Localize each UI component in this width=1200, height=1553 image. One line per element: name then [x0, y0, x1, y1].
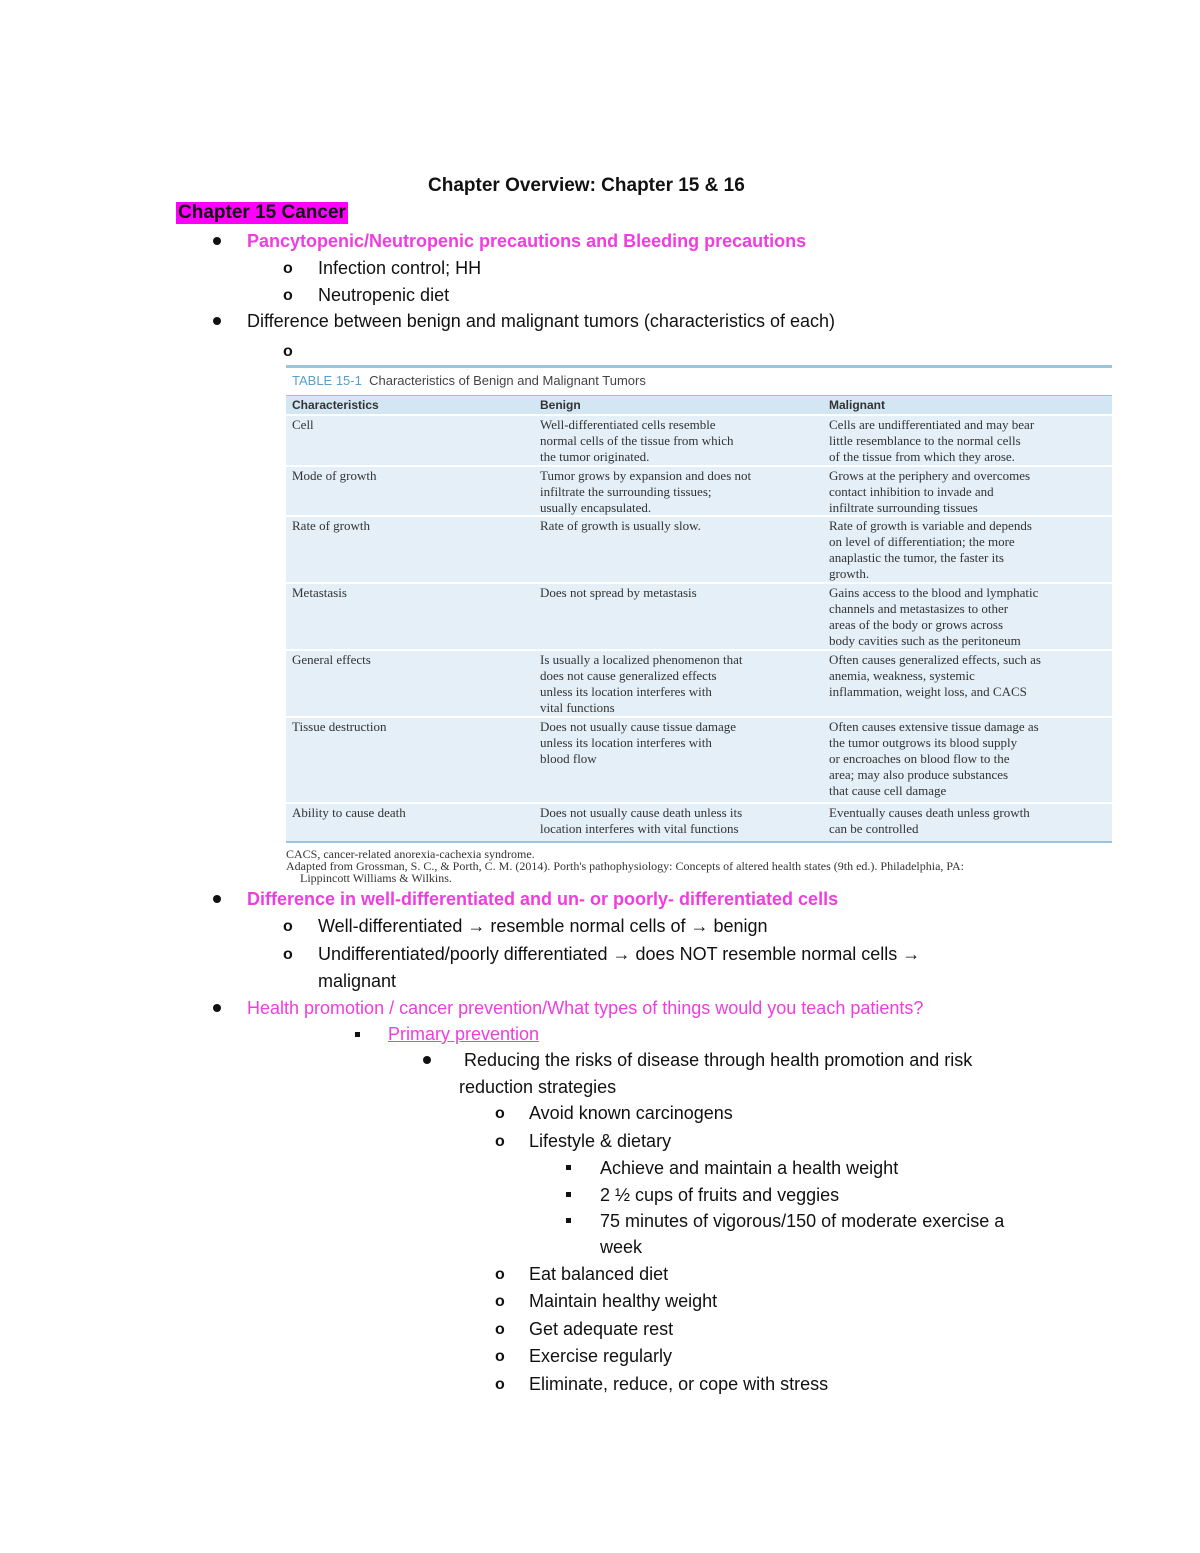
cell-characteristic: Ability to cause death — [292, 805, 406, 820]
sub-bullet-icon: o — [495, 1293, 505, 1310]
list-item: 2 ½ cups of fruits and veggies — [600, 1185, 840, 1205]
table-row — [286, 649, 1112, 716]
square-bullet-icon — [566, 1192, 571, 1197]
list-item: Neutropenic diet — [318, 285, 450, 305]
list-item: Reducing the risks of disease through health promotion and risk — [464, 1050, 973, 1070]
bullet-differentiation: Difference in well-differentiated and un- or poorly- differentiated cells — [247, 889, 839, 909]
list-item: Maintain healthy weight — [529, 1291, 718, 1311]
square-bullet-icon — [355, 1032, 360, 1037]
table-row — [286, 802, 1112, 843]
cell-benign: Is usually a localized phenomenon that does not cause generalized effects unless its location interferes with vital functions — [540, 652, 743, 715]
list-item: Infection control; HH — [318, 258, 482, 278]
table-caption — [292, 373, 646, 388]
table-top-rule — [286, 365, 1112, 368]
page-title: Chapter Overview: Chapter 15 & 16 — [428, 175, 745, 196]
table-header-row — [286, 395, 1112, 415]
cell-malignant: Grows at the periphery and overcomes contact inhibition to invade and infiltrate surrounding tissues — [829, 468, 1031, 515]
bullet-health-promotion: Health promotion / cancer prevention/What types of things would you teach patients? — [247, 998, 924, 1018]
primary-prevention-link[interactable]: Primary prevention — [388, 1024, 540, 1044]
sub-bullet-icon: o — [283, 260, 293, 277]
table-row — [286, 582, 1112, 649]
list-item: Undifferentiated/poorly differentiated → does NOT resemble normal cells → — [318, 944, 921, 964]
cell-benign: Tumor grows by expansion and does not infiltrate the surrounding tissues; usually encapsulated. — [540, 468, 752, 515]
header-benign: Benign — [540, 398, 581, 412]
table-number: TABLE 15-1 — [292, 373, 362, 388]
footnote-publisher: Lippincott Williams & Wilkins. — [300, 871, 452, 885]
square-bullet-icon — [566, 1218, 571, 1223]
cell-benign: Rate of growth is usually slow. — [540, 518, 701, 533]
footnote-source: Adapted from Grossman, S. C., & Porth, C. M. (2014). Porth's pathophysiology: Concepts of altered health states (9th ed.). Philadelphia, PA: — [286, 859, 964, 873]
sub-bullet-icon: o — [283, 287, 293, 304]
bullet-icon — [213, 237, 221, 245]
sub-bullet-icon: o — [283, 946, 293, 963]
cell-benign: Does not usually cause tissue damage unless its location interferes with blood flow — [540, 719, 737, 766]
table-bottom-rule — [286, 841, 1112, 843]
bullet-precautions: Pancytopenic/Neutropenic precautions and Bleeding precautions — [247, 231, 807, 251]
list-item: Get adequate rest — [529, 1319, 674, 1339]
list-item: Achieve and maintain a health weight — [600, 1158, 899, 1178]
cell-characteristic: Metastasis — [292, 585, 347, 600]
cell-characteristic: Mode of growth — [292, 468, 377, 483]
table-row — [286, 515, 1112, 582]
cell-malignant: Cells are undifferentiated and may bear little resemblance to the normal cells of the tissue from which they arose. — [829, 417, 1035, 464]
list-item: Avoid known carcinogens — [529, 1103, 733, 1123]
bullet-icon — [213, 317, 221, 325]
sub-bullet-icon: o — [495, 1105, 505, 1122]
table-row — [286, 716, 1112, 802]
header-characteristics: Characteristics — [292, 398, 379, 412]
bullet-icon — [423, 1056, 431, 1064]
list-item-continuation: week — [600, 1237, 643, 1257]
table-row — [286, 414, 1112, 465]
cell-malignant: Gains access to the blood and lymphatic channels and metastasizes to other areas of the body or grows across body cavities such as the peritoneum — [829, 585, 1039, 648]
cell-malignant: Often causes generalized effects, such as anemia, weakness, systemic inflammation, weight loss, and CACS — [829, 652, 1041, 699]
cell-characteristic: Cell — [292, 417, 314, 432]
table-row — [286, 465, 1112, 515]
sub-bullet-icon: o — [495, 1348, 505, 1365]
cell-benign: Does not usually cause death unless its location interferes with vital functions — [540, 805, 743, 836]
bullet-icon — [213, 895, 221, 903]
list-item: Eliminate, reduce, or cope with stress — [529, 1374, 829, 1394]
sub-bullet-icon: o — [495, 1133, 505, 1150]
cell-characteristic: Tissue destruction — [292, 719, 387, 734]
cell-characteristic: General effects — [292, 652, 371, 667]
table-title: Characteristics of Benign and Malignant Tumors — [369, 373, 646, 388]
footnote-abbrev: CACS, cancer-related anorexia-cachexia syndrome. — [286, 847, 535, 861]
header-malignant: Malignant — [829, 398, 885, 412]
bullet-benign-malignant: Difference between benign and malignant tumors (characteristics of each) — [247, 311, 835, 331]
list-item: 75 minutes of vigorous/150 of moderate exercise a — [600, 1211, 1005, 1231]
tumor-characteristics-table — [286, 365, 1112, 845]
cell-malignant: Eventually causes death unless growth can be controlled — [829, 805, 1030, 836]
cell-benign: Well-differentiated cells resemble normal cells of the tissue from which the tumor originated. — [540, 417, 734, 464]
list-item: Exercise regularly — [529, 1346, 673, 1366]
square-bullet-icon — [566, 1165, 571, 1170]
cell-malignant: Often causes extensive tissue damage as the tumor outgrows its blood supply or encroaches on blood flow to the area; may also produce substances that cause cell damage — [829, 719, 1039, 798]
cell-characteristic: Rate of growth — [292, 518, 370, 533]
list-item-continuation: malignant — [318, 971, 397, 991]
sub-bullet-icon: o — [283, 343, 293, 360]
sub-bullet-icon: o — [495, 1376, 505, 1393]
cell-benign: Does not spread by metastasis — [540, 585, 697, 600]
chapter-heading: Chapter 15 Cancer — [178, 202, 346, 223]
list-item: Eat balanced diet — [529, 1264, 669, 1284]
list-item-continuation: reduction strategies — [459, 1077, 617, 1097]
bullet-icon — [213, 1004, 221, 1012]
list-item: Lifestyle & dietary — [529, 1131, 672, 1151]
sub-bullet-icon: o — [283, 918, 293, 935]
table-footnote — [286, 848, 964, 884]
cell-malignant: Rate of growth is variable and depends on level of differentiation; the more anaplastic the tumor, the faster its growth. — [829, 518, 1032, 581]
list-item: Well-differentiated → resemble normal cells of → benign — [318, 916, 768, 936]
sub-bullet-icon: o — [495, 1321, 505, 1338]
sub-bullet-icon: o — [495, 1266, 505, 1283]
